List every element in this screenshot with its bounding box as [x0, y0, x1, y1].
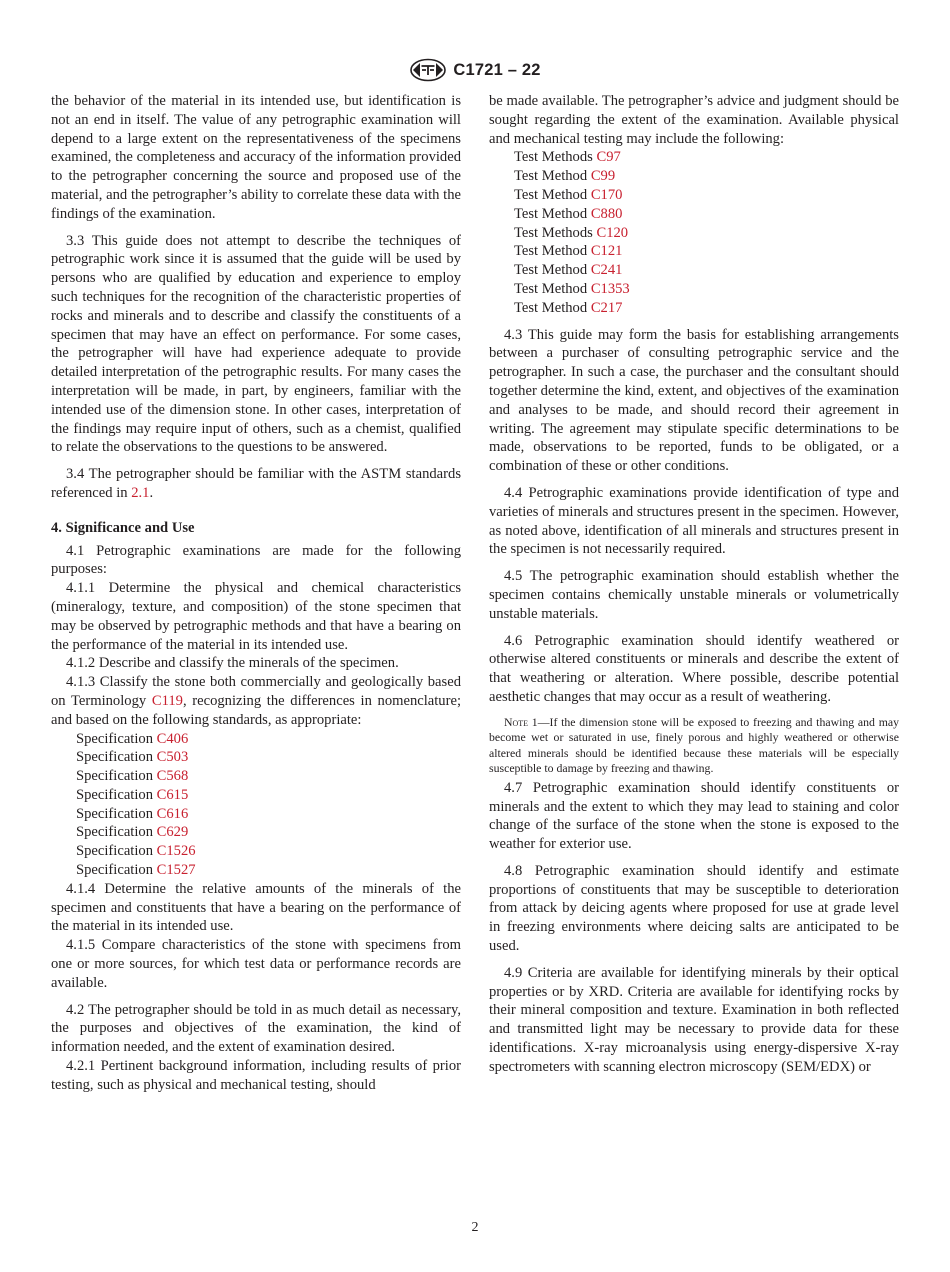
list-item: Test Methods C97 [514, 149, 621, 166]
list-item: Specification C629 [76, 824, 189, 841]
paragraph-4-1-4: 4.1.4 Determine the relative amounts of the minerals of the specimen and constituents that have a bearing on the performance of the material in its intended use. [51, 880, 461, 935]
paragraph-4-1-5: 4.1.5 Compare characteristics of the stone with specimens from one or more sources, for which test data or performance records are available. [51, 937, 461, 991]
paragraph-4-1-2: 4.1.2 Describe and classify the minerals of the specimen. [66, 655, 399, 672]
left-column [51, 92, 461, 1095]
list-item: Test Method C1353 [514, 280, 630, 297]
standard-link[interactable]: C503 [156, 749, 189, 766]
page-header [0, 57, 950, 83]
paragraph-4-5: 4.5 The petrographic examination should establish whether the specimen contains chemically unstable minerals or volumetrically unstable materials. [489, 568, 899, 622]
paragraph-4-2-1: 4.2.1 Pertinent background information, including results of prior testing, such as physical and mechanical testing, should [51, 1058, 461, 1093]
list-item: Specification C615 [76, 786, 189, 803]
list-item: Specification C1527 [76, 862, 196, 879]
paragraph-3-4: 3.4 The petrographer should be familiar with the ASTM standards referenced in 2.1. [51, 466, 461, 501]
list-item: Test Methods C120 [514, 224, 629, 241]
section-heading: 4. Significance and Use [51, 519, 195, 536]
standard-link[interactable]: C629 [156, 824, 189, 841]
standard-link[interactable]: C119 [151, 692, 183, 709]
paragraph-3-3: 3.3 This guide does not attempt to describe the techniques of petrographic work since it is assumed that the guide will be used by persons who are qualified by education and experience to employ such techniques for the recognition of the characteristic properties of rocks and minerals and to describe and classify the constituents of a specimen that may have an effect on performance. For some cases, the petrographer will have had experience adequate to provide detailed interpretation of the petrographic results. For many cases the interpretation will be made, in part, by engineers, familiar with the intended use of the dimension stone. In other cases, interpretation of the findings may require input of others, such as a chemist, qualified to relate the observations to the questions to be answered. [51, 232, 461, 456]
note-1: Note 1—If the dimension stone will be exposed to freezing and thawing and may become wet or saturated in use, finely porous and highly weathered or otherwise altered minerals should be identified because these materials will be especially susceptible to damage by freezing and thawing. [489, 714, 900, 776]
list-item: Test Method C880 [514, 205, 623, 222]
page-number: 2 [471, 1220, 479, 1235]
paragraph-4-8: 4.8 Petrographic examination should identify and estimate proportions of constituents that may be susceptible to deterioration from attack by deicing agents where proposed for use at grade level in freezing environments where deicing salts are anticipated to be used. [489, 862, 899, 955]
standard-link[interactable]: C615 [156, 786, 189, 803]
paragraph-4-1-3: 4.1.3 Classify the stone both commercially and geologically based on Terminology C119, recognizing the differences in nomenclature; and based on the following standards, as appropriate: [51, 674, 461, 728]
standard-link[interactable]: C1526 [156, 843, 196, 860]
standard-link[interactable]: C568 [156, 768, 189, 785]
paragraph-4-2: 4.2 The petrographer should be told in as much detail as necessary, the purposes and objectives of the examination, the kind of information needed, and the extent of examination desired. [51, 1001, 461, 1056]
list-item: Test Method C217 [514, 299, 623, 316]
standard-link[interactable]: C99 [590, 168, 616, 185]
paragraph-4-6: 4.6 Petrographic examination should identify weathered or otherwise altered constituents or minerals and describe the extent of that weathering or alteration. Where possible, describe potential aesthetic changes that may occur as a result of weathering. [489, 632, 899, 705]
standard-link[interactable]: C241 [590, 262, 623, 279]
list-item: Specification C406 [76, 730, 189, 747]
right-column [489, 92, 899, 1077]
standard-link[interactable]: C1527 [156, 862, 196, 879]
paragraph-continued: the behavior of the material in its intended use, but identification is not an end in itself. The value of any petrographic examination will depend to a large extent on the representativeness of the specimens examined, the completeness and accuracy of the information provided to the petrographer concerning the source and proposed use of the material, and the petrographer’s ability to correlate these data with the findings of the examination. [51, 93, 461, 222]
standard-link[interactable]: C170 [590, 186, 623, 203]
section-link[interactable]: 2.1 [131, 484, 150, 501]
astm-logo [409, 58, 447, 82]
standard-link[interactable]: C1353 [590, 280, 630, 297]
test-method-list [489, 148, 899, 317]
list-item: Specification C1526 [76, 843, 196, 860]
list-item: Specification C568 [76, 768, 189, 785]
standard-link[interactable]: C406 [156, 730, 189, 747]
standard-link[interactable]: C880 [590, 205, 623, 222]
list-item: Test Method C121 [514, 243, 623, 260]
document-designation: C1721 – 22 [453, 60, 541, 79]
list-item: Test Method C241 [514, 262, 623, 279]
paragraph-4-4: 4.4 Petrographic examinations provide identification of type and varieties of minerals and structures present in the specimen. However, as noted above, identification of all minerals and structures present in the specimen is not necessarily required. [489, 484, 899, 558]
specification-list [51, 730, 461, 880]
paragraph-4-3: 4.3 This guide may form the basis for establishing arrangements between a purchaser of consulting petrographic service and the petrographer. In such a case, the purchaser and the consultant should together determine the kind, extent, and objectives of the examination and analyses to be made, and should record their agreement in writing. The agreement may stipulate specific determinations to be made, observations to be reported, funds to be obligated, or a combination of these or other conditions. [489, 326, 899, 475]
standard-link[interactable]: C97 [596, 149, 621, 166]
list-item: Test Method C99 [514, 168, 616, 185]
paragraph-4-7: 4.7 Petrographic examination should identify constituents or minerals and the extent to which they may lead to staining and color change of the surface of the stone when the stone is exposed to the weather for exterior use. [489, 779, 899, 853]
standard-link[interactable]: C616 [156, 805, 189, 822]
standard-link[interactable]: C120 [596, 224, 629, 241]
paragraph-4-1-1: 4.1.1 Determine the physical and chemical characteristics (mineralogy, texture, and composition) of the stone specimen that may be observed by petrographic methods and that have a bearing on the performance of the material in its intended use. [51, 580, 461, 653]
paragraph-continued: be made available. The petrographer’s advice and judgment should be sought regarding the extent of the examination. Available physical and mechanical testing may include the following: [489, 93, 899, 147]
list-item: Specification C503 [76, 749, 189, 766]
list-item: Test Method C170 [514, 186, 623, 203]
paragraph-4-9: 4.9 Criteria are available for identifying minerals by their optical properties or by XRD. Criteria are available for identifying rocks by their mineral composition and texture. Examination in both reflected and transmitted light may be necessary to provide data for these identifications. X-ray microanalysis using energy-dispersive X-ray spectrometers with scanning electron microscopy (SEM/EDX) or [489, 964, 899, 1075]
paragraph-4-1: 4.1 Petrographic examinations are made for the following purposes: [51, 542, 461, 578]
standard-link[interactable]: C121 [590, 243, 623, 260]
standard-link[interactable]: C217 [590, 299, 623, 316]
list-item: Specification C616 [76, 805, 189, 822]
